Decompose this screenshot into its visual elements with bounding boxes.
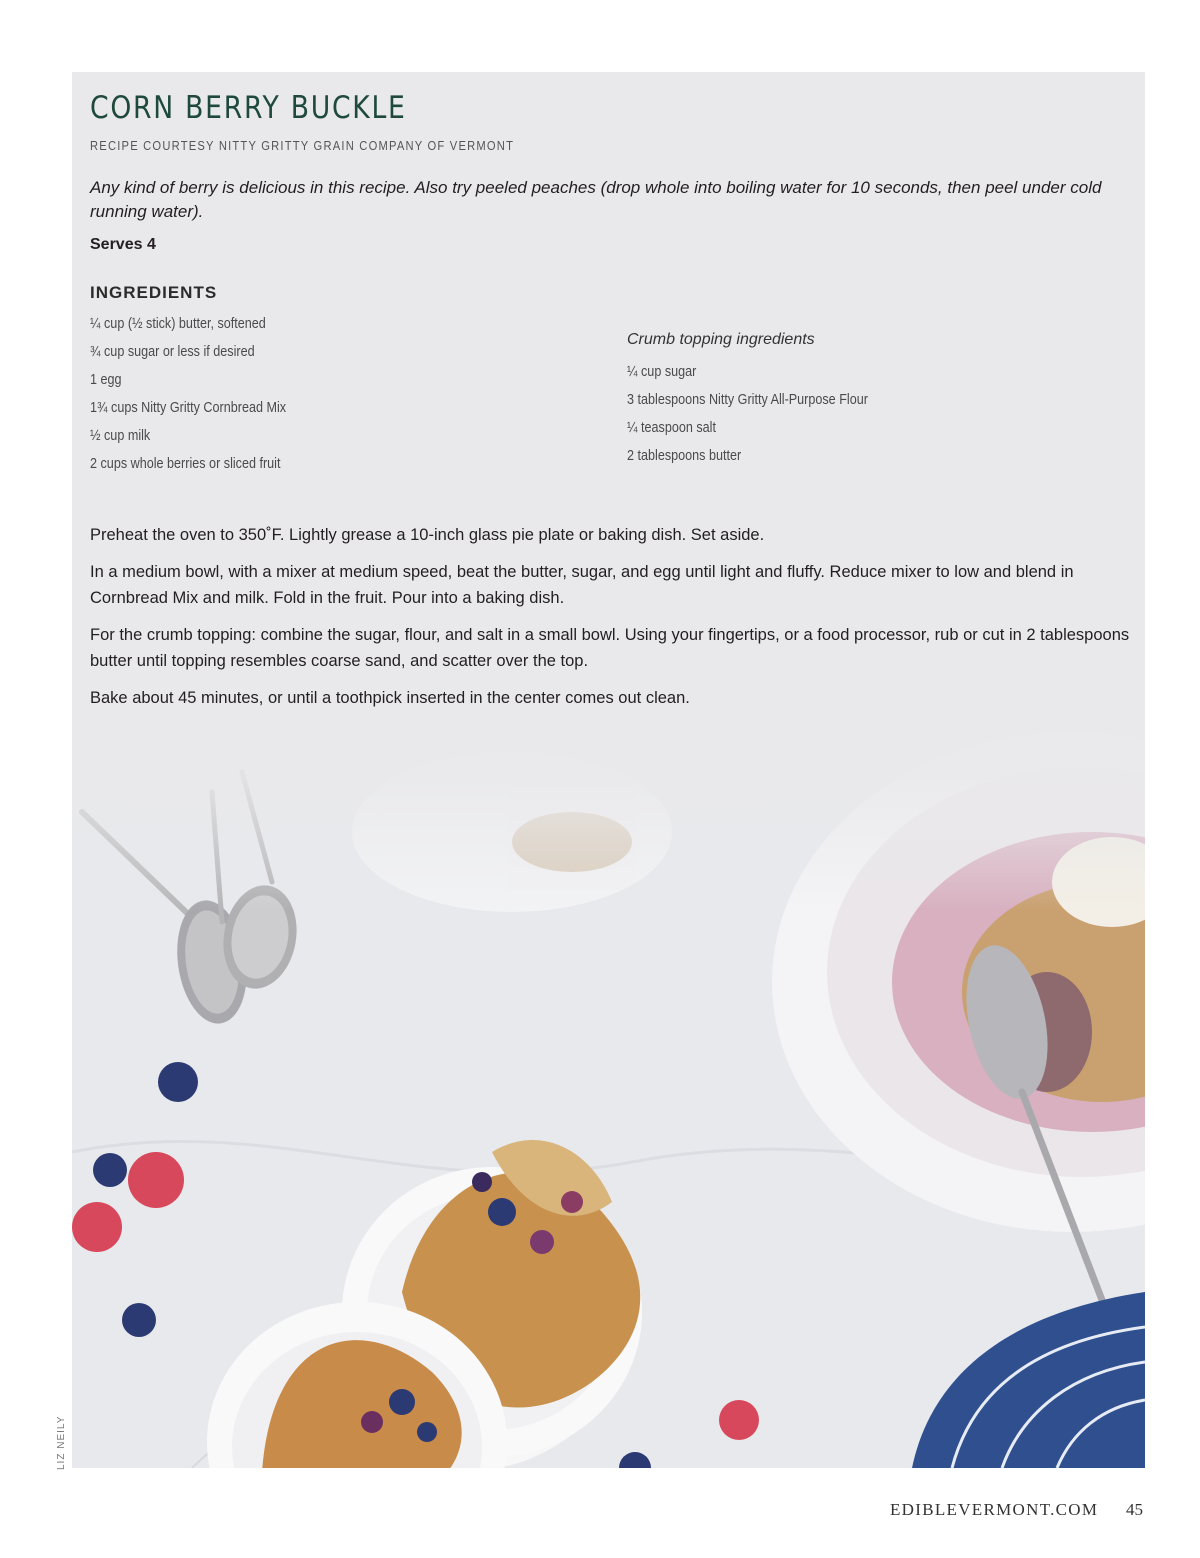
crumb-ingredient-item: 3 tablespoons Nitty Gritty All-Purpose Flour bbox=[627, 391, 868, 408]
ingredients-heading: INGREDIENTS bbox=[90, 283, 218, 302]
ingredient-item: 2 cups whole berries or sliced fruit bbox=[90, 455, 281, 472]
recipe-intro: Any kind of berry is delicious in this recipe. Also try peeled peaches (drop whole into boiling water for 10 seconds, then peel under cold running water). bbox=[90, 178, 1102, 221]
ingredient-item: ½ cup milk bbox=[90, 427, 151, 444]
photo-fade bbox=[72, 712, 1145, 912]
recipe-title: CORN BERRY BUCKLE bbox=[90, 90, 407, 126]
footer-site: EDIBLEVERMONT.COM bbox=[890, 1500, 1099, 1519]
recipe-credit: RECIPE COURTESY NITTY GRITTY GRAIN COMPANY OF VERMONT bbox=[90, 138, 515, 153]
crumb-ingredient-item: ¼ cup sugar bbox=[627, 363, 697, 380]
method-step: For the crumb topping: combine the sugar, flour, and salt in a small bowl. Using your fingertips, or a food processor, rub or cut in 2 tablespoons butter until topping resembles coarse sand, and scatter over the top. bbox=[90, 626, 1130, 670]
ingredient-item: ¼ cup (½ stick) butter, softened bbox=[90, 315, 266, 332]
ingredient-item: 1 egg bbox=[90, 371, 122, 388]
method-step: In a medium bowl, with a mixer at medium speed, beat the butter, sugar, and egg until light and fluffy. Reduce mixer to low and blend in Cornbread Mix and milk. Fold in the fruit. Pour into a baking dish. bbox=[90, 563, 1074, 607]
crumb-ingredient-item: 2 tablespoons butter bbox=[627, 447, 742, 464]
ingredients-list bbox=[90, 314, 323, 482]
crumb-ingredient-item: ¼ teaspoon salt bbox=[627, 419, 716, 436]
serves-label: Serves 4 bbox=[90, 236, 156, 253]
ingredient-item: 1¾ cups Nitty Gritty Cornbread Mix bbox=[90, 399, 287, 416]
method-steps bbox=[90, 522, 1130, 722]
crumb-topping-list bbox=[627, 362, 914, 474]
crumb-topping-heading: Crumb topping ingredients bbox=[627, 331, 815, 348]
ingredient-item: ¾ cup sugar or less if desired bbox=[90, 343, 255, 360]
method-step: Bake about 45 minutes, or until a toothpick inserted in the center comes out clean. bbox=[90, 689, 690, 707]
page-number: 45 bbox=[1126, 1500, 1143, 1519]
method-step: Preheat the oven to 350˚F. Lightly grease a 10-inch glass pie plate or baking dish. Set aside. bbox=[90, 526, 765, 544]
photo-credit: LIZ NEILY bbox=[56, 1415, 67, 1470]
recipe-panel bbox=[72, 72, 1145, 1468]
